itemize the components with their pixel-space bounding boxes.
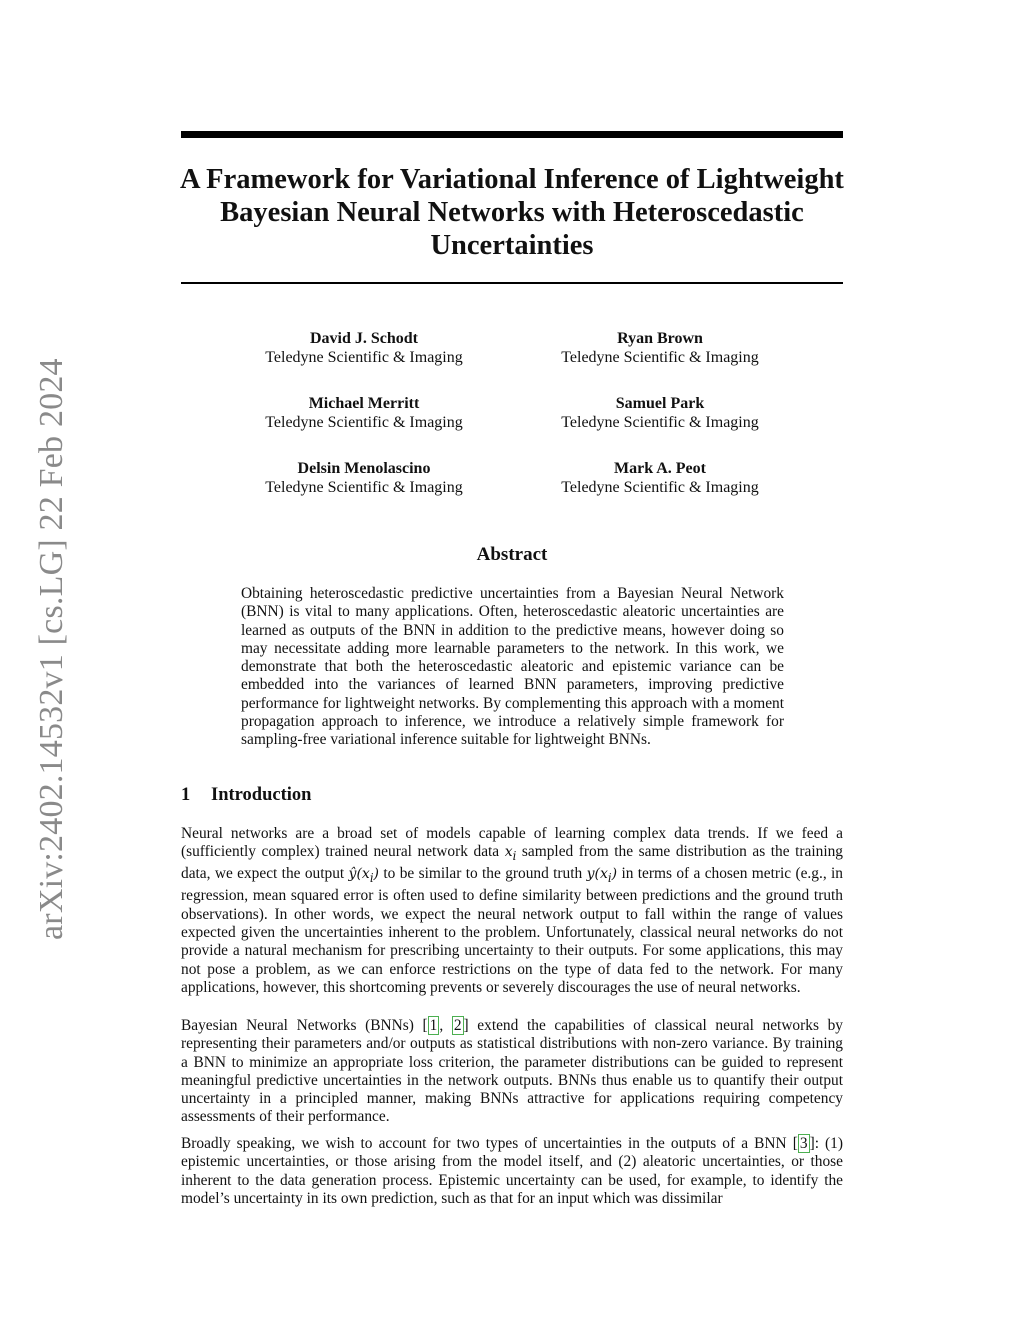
paragraph-text: ] extend the capabilities of classical neural networks by representing their parameters and/or outputs as statistical distributions with non-zero variance. By training a BNN to minimize an appropriate loss criterion, the parameter distributions can be guided to represent meaningful predictive uncertainties in the network outputs. BNNs thus enable us to quantify their output uncertainty in a principled manner, making BNNs attractive for applications requiring competency assessments of their performance. bbox=[181, 1017, 843, 1126]
paragraph-text: Broadly speaking, we wish to account for two types of uncertainties in the outputs of a BNN [ bbox=[181, 1135, 798, 1152]
author-affiliation: Teledyne Scientific & Imaging bbox=[561, 479, 759, 496]
paper-title bbox=[150, 163, 874, 262]
citation-link[interactable]: 3 bbox=[799, 1135, 808, 1152]
math-y-hat bbox=[348, 866, 380, 886]
author-block bbox=[214, 329, 514, 367]
math-x-i bbox=[504, 844, 517, 864]
math-symbol: ) bbox=[611, 866, 618, 883]
author-name: Delsin Menolascino bbox=[297, 460, 431, 477]
paragraph-text: , bbox=[439, 1017, 452, 1034]
section-title: Introduction bbox=[211, 785, 312, 805]
math-symbol: ) bbox=[373, 866, 380, 883]
title-line: Uncertainties bbox=[430, 230, 594, 261]
author-name: Mark A. Peot bbox=[614, 460, 706, 477]
abstract-heading: Abstract bbox=[476, 544, 548, 565]
section-heading-introduction bbox=[181, 785, 311, 806]
author-affiliation: Teledyne Scientific & Imaging bbox=[265, 414, 463, 431]
citation-link[interactable]: 1 bbox=[429, 1017, 438, 1034]
math-y bbox=[586, 866, 618, 886]
intro-paragraph-1 bbox=[181, 825, 843, 997]
author-affiliation: Teledyne Scientific & Imaging bbox=[265, 479, 463, 496]
title-line: A Framework for Variational Inference of Lightweight bbox=[180, 164, 844, 195]
author-block bbox=[510, 394, 810, 432]
paragraph-text: Bayesian Neural Networks (BNNs) [ bbox=[181, 1017, 428, 1034]
author-affiliation: Teledyne Scientific & Imaging bbox=[561, 414, 759, 431]
intro-paragraph-2 bbox=[181, 1017, 843, 1127]
paragraph-text: Neural networks are a broad set of models capable of learning complex data trends. If we feed a (sufficiently complex) trained neural network data bbox=[181, 825, 843, 861]
paragraph-text: ]: (1) epistemic uncertainties, or those arising from the model itself, and (2) aleatoric uncertainties, or those inherent to the data generation process. Epistemic uncertainty can be used, for example, to identify the model’s uncertainty in its own prediction, such as that for an input which was dissimilar bbox=[181, 1135, 843, 1207]
arxiv-identifier-stamp: arXiv:2402.14532v1 [cs.LG] 22 Feb 2024 bbox=[33, 358, 70, 940]
section-number: 1 bbox=[181, 785, 191, 805]
math-subscript: i bbox=[369, 871, 374, 886]
author-name: David J. Schodt bbox=[309, 330, 419, 347]
author-name: Ryan Brown bbox=[617, 330, 703, 347]
math-subscript: i bbox=[512, 849, 517, 864]
author-name: Michael Merritt bbox=[308, 395, 420, 412]
math-symbol: x bbox=[504, 844, 513, 861]
math-symbol: ŷ(x bbox=[348, 866, 370, 883]
title-bottom-rule bbox=[181, 282, 843, 284]
paragraph-text: to be similar to the ground truth bbox=[379, 865, 587, 883]
math-subscript: i bbox=[607, 871, 612, 886]
author-affiliation: Teledyne Scientific & Imaging bbox=[265, 349, 463, 366]
author-block bbox=[510, 459, 810, 497]
author-block bbox=[214, 459, 514, 497]
paragraph-text: in terms of a chosen metric (e.g., in regression, mean squared error is often used to define similarity between predictions and the ground truth observations). In other words, we expect the neural network output to fall within the range of values expected given the uncertainties inherent to the problem. Unfortunately, classical neural networks do not provide a natural mechanism for prescribing uncertainty to their outputs. For some applications, this may not pose a problem, as we can enforce restrictions on the type of data fed to the network. For many applications, however, this shortcoming prevents or severely discourages the use of neural networks. bbox=[181, 865, 843, 996]
title-top-rule bbox=[181, 131, 843, 138]
author-block bbox=[214, 394, 514, 432]
math-symbol: y(x bbox=[586, 866, 608, 883]
author-block bbox=[510, 329, 810, 367]
title-line: Bayesian Neural Networks with Heteroscedastic bbox=[220, 197, 804, 228]
paragraph-text: sampled from the same distribution as the training data, we expect the output bbox=[181, 843, 843, 883]
abstract-text: Obtaining heteroscedastic predictive uncertainties from a Bayesian Neural Network (BNN) is vital to many applications. Often, heteroscedastic aleatoric uncertainties are learned as outputs of the BNN in addition to the predictive means, however doing so may necessitate adding more learnable parameters to the network. In this work, we demonstrate that both the heteroscedastic aleatoric and epistemic variance can be embedded into the variances of learned BNN parameters, improving predictive performance for lightweight networks. By complementing this approach with a moment propagation approach to inference, we introduce a relatively simple framework for sampling-free variational inference suitable for lightweight BNNs. bbox=[241, 585, 784, 749]
citation-link[interactable]: 2 bbox=[453, 1017, 462, 1034]
author-name: Samuel Park bbox=[615, 395, 705, 412]
author-affiliation: Teledyne Scientific & Imaging bbox=[561, 349, 759, 366]
intro-paragraph-3 bbox=[181, 1135, 843, 1208]
